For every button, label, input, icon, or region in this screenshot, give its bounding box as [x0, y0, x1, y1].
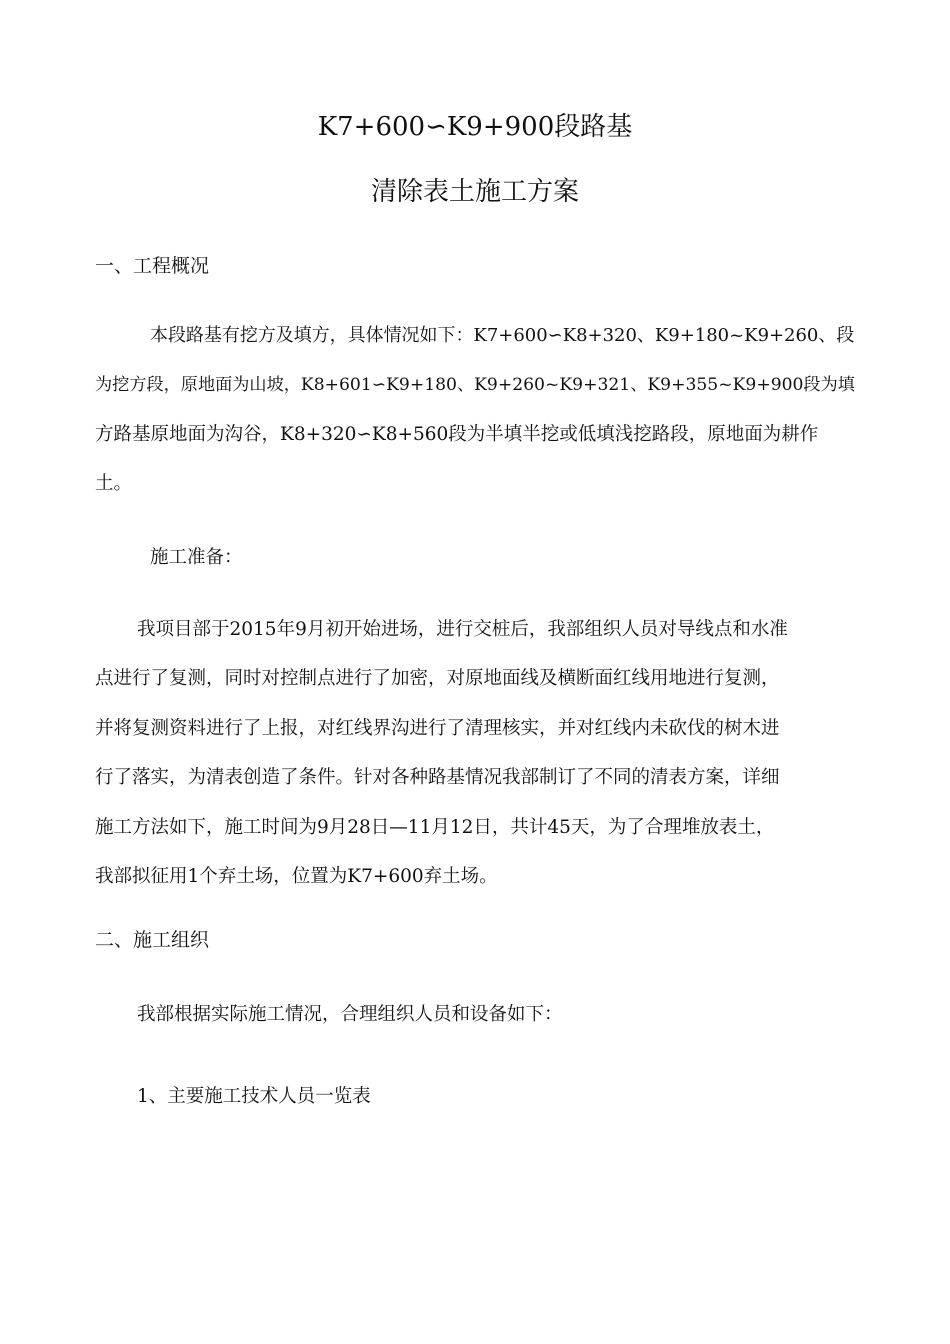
section1-para1-line4: 土。 — [95, 473, 133, 494]
section1-para2-line4: 行了落实，为清表创造了条件。针对各种路基情况我部制订了不同的清表方案，详细 — [95, 767, 780, 788]
section1-para1-line1: 本段路基有挖方及填方，具体情况如下：K7+600∽K8+320、K9+180~K9+260、段 — [150, 325, 855, 346]
section1-para2-line5: 施工方法如下，施工时间为9月28日—11月12日，共计45天，为了合理堆放表土， — [95, 817, 775, 838]
section1-para2-line1: 我项目部于2015年9月初开始进场，进行交桩后，我部组织人员对导线点和水准 — [137, 619, 788, 640]
section1-para2-line3: 并将复测资料进行了上报，对红线界沟进行了清理核实，并对红线内未砍伐的树木进 — [95, 718, 780, 739]
section1-para1-line3: 方路基原地面为沟谷，K8+320∽K8+560段为半填半挖或低填浅挖路段，原地面为耕作 — [95, 424, 819, 445]
section2-intro: 我部根据实际施工情况，合理组织人员和设备如下： — [137, 1004, 563, 1025]
section1-para2-line2: 点进行了复测，同时对控制点进行了加密，对原地面线及横断面红线用地进行复测， — [95, 668, 780, 689]
section1-heading: 一、工程概况 — [95, 255, 210, 277]
document-title-line2: 清除表土施工方案 — [370, 177, 579, 207]
section2-heading: 二、施工组织 — [95, 929, 210, 951]
section1-para2-line6: 我部拟征用1个弃土场，位置为K7+600弃土场。 — [95, 866, 498, 887]
section1-para1-line2: 为挖方段，原地面为山坡，K8+601∽K9+180、K9+260~K9+321、K9+355~K9+900段为填 — [95, 375, 855, 395]
prep-label: 施工准备： — [150, 547, 243, 568]
section2-item1: 1、主要施工技术人员一览表 — [137, 1086, 371, 1107]
document-title-line1: K7+600∽K9+900段路基 — [317, 112, 633, 142]
